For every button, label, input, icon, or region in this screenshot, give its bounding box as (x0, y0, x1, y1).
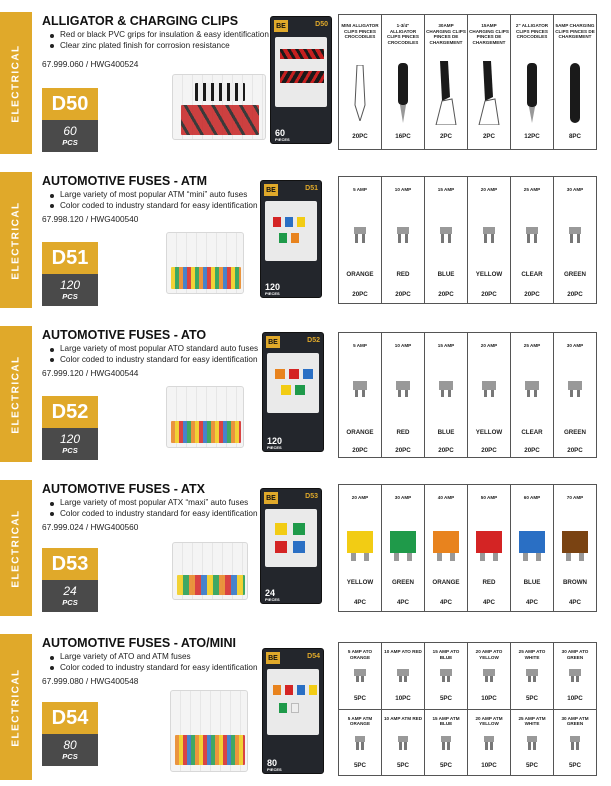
table-cell (467, 643, 510, 709)
cell-quantity: 20PC (395, 291, 411, 298)
cell-header: 30 AMP ATO GREEN (561, 649, 589, 660)
table-cell (553, 177, 596, 303)
cell-color: YELLOW (475, 429, 503, 436)
retail-package (262, 648, 324, 774)
alligator-clip-icon (524, 63, 540, 123)
feature-item: Color coded to industry standard for easy identification (50, 509, 290, 520)
feature-item: Color coded to industry standard for easy identification (50, 201, 290, 212)
brand-logo: BE (264, 492, 278, 504)
cell-header: 5 AMP ATO ORANGE (347, 649, 373, 660)
piece-count: 24 (63, 584, 77, 598)
cell-header: MINI ALLIGATOR CLIPS PINCES CROCODILES (341, 23, 379, 40)
cell-header: 5 AMP (353, 187, 367, 192)
section-d51 (0, 172, 611, 308)
table-cell (510, 333, 553, 457)
table-cell (424, 643, 467, 709)
cell-header: 10 AMP (394, 343, 412, 348)
charging-clip-icon (434, 61, 458, 125)
cell-header: 30 AMP (566, 187, 584, 192)
kit-photo (166, 232, 244, 294)
table-cell (424, 710, 467, 776)
charging-clip-icon (568, 63, 582, 123)
category-label: ELECTRICAL (10, 43, 22, 123)
section-d50 (0, 12, 611, 154)
table-cell (467, 15, 510, 149)
atx-fuse-icon (519, 531, 545, 561)
cell-color: YELLOW (475, 271, 503, 278)
cell-quantity: 4PC (482, 599, 496, 606)
cell-header: 5AMP CHARGING CLIPS PINCES DE CHARGEMENT (555, 23, 595, 40)
package-count-unit: PIECES (265, 597, 280, 602)
cell-header: 30 AMP ATM GREEN (561, 715, 589, 727)
part-number: 67.999.080 / HWG400548 (42, 676, 139, 686)
cell-header: 15 AMP ATO BLUE (432, 649, 460, 660)
atm-fuse-icon (398, 736, 408, 750)
mini-clip-icon (353, 65, 367, 121)
table-cell (510, 177, 553, 303)
cell-header: 25 AMP ATO WHITE (518, 649, 546, 660)
table-cell (553, 710, 596, 776)
ato-fuse-icon (525, 381, 539, 397)
feature-item: Red or black PVC grips for insulation & easy identification (50, 30, 290, 41)
package-count: 120 (265, 282, 281, 292)
cell-quantity: 2PC (482, 133, 496, 140)
category-sidebar (0, 12, 32, 154)
piece-count-box (42, 120, 98, 152)
cell-header: 20 AMP (480, 343, 498, 348)
cell-color: GREEN (391, 579, 414, 586)
cell-header: 30 AMP (394, 495, 412, 500)
product-title: AUTOMOTIVE FUSES - ATX (42, 482, 205, 496)
table-cell (553, 333, 596, 457)
brand-logo: BE (264, 184, 278, 196)
cell-quantity: 20PC (524, 447, 540, 454)
cell-color: ORANGE (432, 579, 460, 586)
product-title: AUTOMOTIVE FUSES - ATO/MINI (42, 636, 236, 650)
feature-item: Large variety of most popular ATX “maxi” auto fuses (50, 498, 290, 509)
ato-fuse-icon (440, 669, 452, 682)
cell-header: 25 AMP (523, 343, 541, 348)
feature-item: Clear zinc plated finish for corrosion resistance (50, 41, 290, 52)
table-cell (467, 333, 510, 457)
ato-fuse-icon (396, 381, 410, 397)
piece-unit: PCS (62, 598, 78, 607)
cell-header: 5 AMP ATM ORANGE (347, 715, 373, 727)
cell-quantity: 20PC (524, 291, 540, 298)
cell-header: 2" ALLIGATOR CLIPS PINCES CROCODILES (515, 23, 549, 40)
retail-package (260, 180, 322, 298)
package-count: 60 (275, 128, 286, 138)
piece-count-box (42, 734, 98, 766)
fuse-body (347, 531, 373, 553)
piece-count-box (42, 274, 98, 306)
package-window (265, 509, 317, 567)
feature-item: Color coded to industry standard for easy identification (50, 355, 290, 366)
piece-unit: PCS (62, 752, 78, 761)
cell-quantity: 5PC (568, 761, 582, 769)
cell-color: RED (396, 271, 410, 278)
package-count-unit: PIECES (275, 137, 290, 142)
feature-list (50, 30, 290, 51)
cell-color: BLUE (523, 579, 541, 586)
table-cell (339, 15, 381, 149)
cell-quantity: 5PC (396, 761, 410, 769)
cell-header: 15 AMP (437, 343, 455, 348)
retail-package (262, 332, 324, 452)
cell-header: 15 AMP (437, 187, 455, 192)
table-cell (339, 333, 381, 457)
package-code: D50 (315, 21, 328, 28)
cell-quantity: 4PC (439, 599, 453, 606)
ato-fuse-icon (526, 669, 538, 682)
kit-photo (170, 690, 248, 772)
cell-header: 50 AMP (480, 495, 498, 500)
product-code: D53 (42, 548, 98, 580)
ato-row (339, 643, 596, 710)
alligator-clip-icon (395, 63, 411, 123)
piece-count-box (42, 428, 98, 460)
cell-quantity: 5PC (525, 695, 539, 702)
cell-quantity: 5PC (525, 761, 539, 769)
cell-header: 30 AMP (566, 343, 584, 348)
table-cell (510, 710, 553, 776)
feature-list (50, 652, 290, 673)
piece-count: 120 (59, 432, 81, 446)
cell-quantity: 8PC (568, 133, 582, 140)
feature-list (50, 344, 290, 365)
table-cell (339, 643, 381, 709)
cell-header: 30AMP CHARGING CLIPS PINCES DE CHARGEMENT (426, 23, 466, 45)
cell-header: 25 AMP ATM WHITE (518, 715, 546, 727)
cell-quantity: 10PC (481, 695, 497, 702)
cell-quantity: 4PC (396, 599, 410, 606)
cell-header: 10 AMP (394, 187, 412, 192)
table-cell (381, 710, 424, 776)
section-d53 (0, 480, 611, 616)
cell-header: 5 AMP (353, 343, 367, 348)
cell-header: 60 AMP (523, 495, 541, 500)
part-number: 67.999.024 / HWG400560 (42, 522, 139, 532)
table-cell (467, 485, 510, 611)
atm-fuse-icon (484, 736, 494, 750)
package-code: D53 (305, 493, 318, 500)
package-count-unit: PIECES (267, 445, 282, 450)
contents-table (338, 484, 597, 612)
feature-item: Large variety of most popular ATM “mini” auto fuses (50, 190, 290, 201)
cell-quantity: 4PC (568, 599, 582, 606)
cell-header: 20 AMP ATO YELLOW (475, 649, 503, 660)
brand-logo: BE (266, 336, 280, 348)
table-cell (381, 15, 424, 149)
cell-header: 10 AMP ATO RED (384, 649, 422, 654)
piece-unit: PCS (62, 292, 78, 301)
table-cell (553, 485, 596, 611)
table-cell (339, 177, 381, 303)
cell-quantity: 20PC (352, 133, 368, 140)
table-cell (381, 177, 424, 303)
category-label: ELECTRICAL (10, 667, 22, 747)
atx-fuse-icon (476, 531, 502, 561)
atm-fuse-icon (570, 736, 580, 750)
charging-clip-icon (477, 61, 501, 125)
cell-quantity: 10PC (567, 695, 583, 702)
category-sidebar (0, 172, 32, 308)
table-cell (467, 177, 510, 303)
package-code: D54 (307, 653, 320, 660)
package-count-unit: PIECES (265, 291, 280, 296)
cell-color: ORANGE (346, 429, 374, 436)
atm-fuse-icon (355, 736, 365, 750)
piece-unit: PCS (62, 138, 78, 147)
cell-color: BLUE (437, 429, 455, 436)
ato-fuse-icon (353, 381, 367, 397)
table-cell (510, 15, 553, 149)
package-window (267, 353, 319, 413)
cell-header: 15 AMP ATM BLUE (432, 715, 460, 727)
piece-count: 120 (59, 278, 81, 292)
cell-color: GREEN (563, 271, 586, 278)
product-title: ALLIGATOR & CHARGING CLIPS (42, 14, 239, 28)
atx-fuse-icon (433, 531, 459, 561)
cell-quantity: 20PC (567, 291, 583, 298)
kit-photo (172, 542, 248, 600)
contents-table (338, 14, 597, 150)
cell-quantity: 16PC (395, 133, 411, 140)
package-count-unit: PIECES (267, 767, 282, 772)
cell-header: 70 AMP (566, 495, 584, 500)
contents-table (338, 332, 597, 458)
atx-fuse-icon (390, 531, 416, 561)
atm-fuse-icon (441, 736, 451, 750)
cell-quantity: 20PC (438, 291, 454, 298)
ato-fuse-icon (439, 381, 453, 397)
kit-photo (166, 386, 244, 448)
cell-quantity: 20PC (481, 447, 497, 454)
table-cell (424, 177, 467, 303)
retail-package (270, 16, 332, 144)
product-code: D54 (42, 702, 98, 734)
piece-unit: PCS (62, 446, 78, 455)
table-cell (553, 643, 596, 709)
part-number: 67.999.120 / HWG400544 (42, 368, 139, 378)
cell-header: 20 AMP (480, 187, 498, 192)
package-window (265, 201, 317, 261)
cell-header: 10 AMP ATM RED (383, 715, 423, 721)
cell-quantity: 2PC (439, 133, 453, 140)
cell-header: 40 AMP (437, 495, 455, 500)
atm-fuse-icon (527, 736, 537, 750)
package-code: D51 (305, 185, 318, 192)
cell-quantity: 10PC (481, 761, 497, 769)
ato-fuse-icon (569, 669, 581, 682)
table-cell (381, 485, 424, 611)
package-code: D52 (307, 337, 320, 344)
product-code: D52 (42, 396, 98, 428)
brand-logo: BE (266, 652, 280, 664)
section-d52 (0, 326, 611, 462)
cell-quantity: 5PC (439, 695, 453, 702)
table-cell (339, 710, 381, 776)
package-count: 80 (267, 758, 278, 768)
table-cell (467, 710, 510, 776)
package-count: 120 (267, 436, 283, 446)
product-title: AUTOMOTIVE FUSES - ATO (42, 328, 207, 342)
cell-quantity: 5PC (353, 761, 367, 769)
cell-quantity: 20PC (481, 291, 497, 298)
cell-color: CLEAR (521, 429, 543, 436)
cell-header: 15AMP CHARGING CLIPS PINCES DE CHARGEMENT (469, 23, 509, 45)
cell-quantity: 20PC (438, 447, 454, 454)
cell-header: 20 AMP ATM YELLOW (475, 715, 503, 727)
retail-package (260, 488, 322, 604)
atx-fuse-icon (347, 531, 373, 561)
atm-fuse-icon (354, 227, 366, 243)
cell-header: 20 AMP (351, 495, 369, 500)
product-code: D50 (42, 88, 98, 120)
category-sidebar (0, 326, 32, 462)
package-count: 24 (265, 588, 276, 598)
cell-color: YELLOW (346, 579, 374, 586)
atx-fuse-icon (562, 531, 588, 561)
atm-fuse-icon (483, 227, 495, 243)
cell-quantity: 5PC (439, 761, 453, 769)
contents-table (338, 642, 597, 776)
ato-fuse-icon (354, 669, 366, 682)
ato-fuse-icon (482, 381, 496, 397)
product-title: AUTOMOTIVE FUSES - ATM (42, 174, 208, 188)
cell-quantity: 20PC (352, 291, 368, 298)
atm-fuse-icon (397, 227, 409, 243)
table-cell (553, 15, 596, 149)
part-number: 67.999.060 / HWG400524 (42, 59, 139, 69)
ato-fuse-icon (568, 381, 582, 397)
cell-quantity: 20PC (352, 447, 368, 454)
piece-count: 80 (63, 738, 77, 752)
table-cell (510, 485, 553, 611)
ato-fuse-icon (483, 669, 495, 682)
cell-quantity: 20PC (567, 447, 583, 454)
feature-item: Large variety of most popular ATO standard auto fuses (50, 344, 290, 355)
cell-quantity: 4PC (525, 599, 539, 606)
atm-fuse-icon (440, 227, 452, 243)
category-sidebar (0, 480, 32, 616)
cell-header: 1-3/4" ALLIGATOR CLIPS PINCES CROCODILES (387, 23, 419, 45)
piece-count: 60 (63, 124, 77, 138)
section-d54 (0, 634, 611, 780)
cell-color: RED (482, 579, 496, 586)
category-label: ELECTRICAL (10, 508, 22, 588)
cell-color: ORANGE (346, 271, 374, 278)
package-window (267, 669, 319, 735)
cell-quantity: 4PC (353, 599, 367, 606)
cell-quantity: 20PC (395, 447, 411, 454)
atm-fuse-icon (526, 227, 538, 243)
category-sidebar (0, 634, 32, 780)
feature-list (50, 190, 290, 211)
table-cell (424, 333, 467, 457)
cell-color: GREEN (563, 429, 586, 436)
table-cell (424, 485, 467, 611)
table-cell (510, 643, 553, 709)
cell-header: 25 AMP (523, 187, 541, 192)
table-cell (424, 15, 467, 149)
feature-item: Color coded to industry standard for easy identification (50, 663, 290, 674)
cell-quantity: 5PC (353, 695, 367, 702)
atm-fuse-icon (569, 227, 581, 243)
table-cell (339, 485, 381, 611)
ato-fuse-icon (397, 669, 409, 682)
package-window (275, 37, 327, 107)
cell-color: RED (396, 429, 410, 436)
part-number: 67.998.120 / HWG400540 (42, 214, 139, 224)
feature-item: Large variety of ATO and ATM fuses (50, 652, 290, 663)
table-cell (381, 333, 424, 457)
category-label: ELECTRICAL (10, 354, 22, 434)
cell-color: BLUE (437, 271, 455, 278)
kit-photo (172, 74, 266, 140)
cell-color: BROWN (562, 579, 588, 586)
cell-quantity: 12PC (524, 133, 540, 140)
category-label: ELECTRICAL (10, 200, 22, 280)
contents-table (338, 176, 597, 304)
feature-list (50, 498, 290, 519)
atm-row (339, 710, 596, 776)
brand-logo: BE (274, 20, 288, 32)
product-code: D51 (42, 242, 98, 274)
cell-quantity: 10PC (395, 695, 411, 702)
table-cell (381, 643, 424, 709)
piece-count-box (42, 580, 98, 612)
cell-color: CLEAR (521, 271, 543, 278)
